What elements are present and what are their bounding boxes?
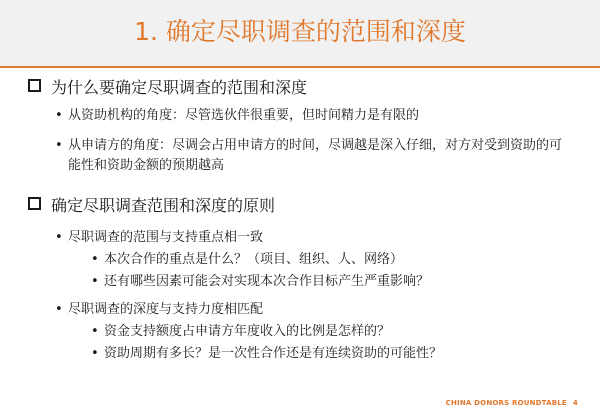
sub-bullet-item — [91, 272, 430, 292]
bullet-dot-icon: • — [55, 302, 63, 317]
sub-bullet-text: 资金支持额度占申请方年度收入的比例是怎样的？ — [104, 324, 391, 339]
checkbox-square-icon — [28, 197, 41, 210]
bullet-item — [55, 106, 420, 126]
bullet-dot-icon: • — [55, 138, 63, 153]
bullet-dot-icon: • — [91, 324, 99, 339]
sub-bullet-text: 资助周期有多长？是一次性合作还是有连续资助的可能性？ — [104, 346, 443, 361]
bullet-text: 从资助机构的角度：尽管选伙伴很重要，但时间精力是有限的 — [68, 108, 420, 123]
bullet-item — [55, 228, 264, 248]
page-number: 4 — [572, 399, 578, 407]
sub-bullet-item — [91, 250, 404, 270]
bullet-dot-icon: • — [55, 230, 63, 245]
bullet-dot-icon: • — [91, 346, 99, 361]
bullet-text: 从申请方的角度：尽调会占用申请方的时间，尽调越是深入仔细，对方对受到资助的可能性和资助金额的预期越高 — [68, 138, 563, 173]
footer-org: CHINA DONORS ROUNDTABLE — [445, 399, 567, 407]
checkbox-square-icon — [28, 79, 41, 92]
sub-bullet-item — [91, 344, 443, 364]
section-heading-1 — [28, 78, 307, 98]
bullet-item — [55, 136, 568, 176]
sub-bullet-text: 还有哪些因素可能会对实现本次合作目标产生严重影响？ — [104, 274, 430, 289]
title-bar — [0, 0, 600, 68]
bullet-text: 尽职调查的深度与支持力度相匹配 — [68, 302, 264, 317]
section-heading-2 — [28, 196, 275, 216]
sub-bullet-item — [91, 322, 391, 342]
bullet-item — [55, 300, 264, 320]
bullet-dot-icon: • — [91, 252, 99, 267]
sub-bullet-text: 本次合作的重点是什么？（项目、组织、人、网络） — [104, 252, 404, 267]
slide-title: 1. 确定尽职调查的范围和深度 — [134, 17, 466, 46]
bullet-dot-icon: • — [55, 108, 63, 123]
bullet-dot-icon: • — [91, 274, 99, 289]
slide-footer — [446, 399, 578, 407]
section-heading-text: 为什么要确定尽职调查的范围和深度 — [51, 78, 308, 97]
section-heading-text: 确定尽职调查范围和深度的原则 — [51, 196, 276, 215]
bullet-text: 尽职调查的范围与支持重点相一致 — [68, 230, 264, 245]
